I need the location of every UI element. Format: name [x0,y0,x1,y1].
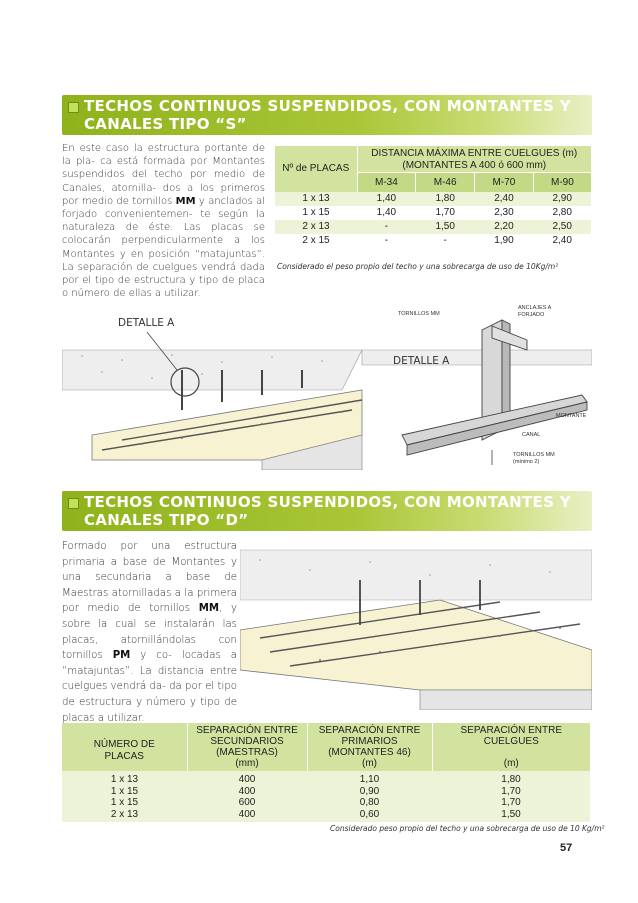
para-text: y co- [130,650,172,662]
subheader-m70: M-70 [475,173,534,192]
table-header-row [62,723,590,771]
para-text: a base de Maestras atornilladas a la [62,572,237,599]
header-secundarios-line2: SECUNDARIOS [210,736,284,747]
col-cuelgues [432,771,590,822]
table-row [275,206,591,220]
para-text: primera por medio de tornillos [62,587,237,615]
para-text: En este caso la estructura portante de la pla- [62,143,265,168]
section1-title-line1: TECHOS CONTINUOS SUSPENDIDOS, CON MONTANTES Y [84,97,571,115]
detalle-a-right-label: DETALLE A [393,355,450,367]
table-cell: 2,40 [494,193,514,204]
table-cell: - [384,221,389,232]
table-cell: 1,90 [494,235,514,246]
table-cell: 1,70 [501,797,521,808]
table2-note: Considerado peso propio del techo y una sobrecarga de uso de 10 Kg/m² [330,824,605,833]
table-cell: 2,20 [494,221,514,232]
table-row [275,220,591,234]
table-cell: 1,80 [435,193,455,204]
header-numero-placas-line2: PLACAS [104,751,144,762]
para-text: a los Montantes y en posición “matajuntas”. [62,235,265,260]
label-tornillos-mm-bottom-line1: TORNILLOS MM [513,452,555,458]
table-cell: 2 x 15 [302,235,330,246]
para-text: por el tipo de estructura y tipo de placa o [62,275,265,300]
table1-note: Considerado el peso propio del techo y una sobrecarga de uso de 10Kg/m² [277,262,559,271]
table-row [275,234,591,248]
group-header [357,146,591,173]
table-cell: 1 x 13 [302,193,330,204]
bullet-square-icon [68,498,79,509]
table-cell: 1,10 [359,774,380,785]
col-header-placas: Nº de PLACAS [275,146,357,192]
header-secundarios-line1: SEPARACIÓN ENTRE [196,725,298,736]
header-primarios-line1: SEPARACIÓN ENTRE [318,725,421,736]
ceiling-d-illustration [240,540,592,710]
para-text: base de Montantes y una secundaria [62,556,237,584]
table-cell: - [443,235,447,246]
para-bold: PM [112,650,131,662]
section1-title-line2: CANALES TIPO “S” [84,115,247,133]
header-secundarios-line3: (MAESTRAS) [216,747,278,758]
label-anclajes-line2: FORJADO [518,312,545,318]
table-cell: 2,50 [552,221,572,232]
col-primarios [307,771,432,822]
header-primarios-line3: (MONTANTES 46) [328,747,411,758]
header-secundarios-line4: (mm) [235,758,259,769]
label-tornillos-mm-bottom-line2: (mínimo 2) [513,459,540,465]
table-cell: 2,80 [552,207,572,218]
table-cell: 2,40 [552,235,572,246]
section2-title [84,493,571,529]
table-cell: 400 [238,808,256,820]
para-bold: MM [198,603,220,615]
section2-title-line2: CANALES TIPO “D” [84,511,249,529]
label-canal: CANAL [522,432,541,438]
para-text: y anclados al forjado convenientemen- [62,195,266,221]
para-text: da por el tipo de estructura y número y [62,681,238,708]
table-cell: 0,60 [359,808,380,820]
cuelgues-table [275,146,591,248]
table-cell: 0,90 [359,785,380,797]
para-text: número de ellas a utilizar. [71,288,201,300]
table-cell: 1,80 [501,774,521,785]
header-secundarios [187,723,307,771]
para-text: te según la naturaleza de éste. [62,209,265,234]
para-text: La distancia entre cuelgues vendrá da- [62,665,237,693]
section1-title-banner [62,95,592,135]
para-text: La separación de cuelgues vendrá dada [62,261,265,273]
header-cuelgues [432,723,590,771]
table-cell: 1 x 15 [110,785,139,797]
table-cell: 1,70 [435,207,455,218]
table-cell: 2,90 [552,193,572,204]
table-cell: 2 x 13 [110,808,139,820]
table-cell: 600 [238,797,256,808]
label-tornillos-mm-top: TORNILLOS MM [398,311,440,317]
para-text: tipo de placas a utilizar. [62,696,238,724]
bullet-square-icon [68,102,79,113]
table-row [275,192,591,206]
table-cell: 1,50 [501,808,521,820]
subheader-m46: M-46 [416,173,475,192]
page-number: 57 [560,842,573,854]
header-numero-placas-line1: NÚMERO DE [93,739,155,750]
table-cell: 1 x 15 [110,797,139,808]
separacion-table [62,723,590,822]
section2-title-banner [62,491,592,531]
group-header-line1: DISTANCIA MÁXIMA ENTRE CUELGUES (m) [371,148,578,159]
para-text: sobre la cual se instalarán las placas, [62,618,237,646]
para-text: dos a los primeros por medio de tornillos [62,182,265,207]
subheader-m90: M-90 [533,173,591,192]
header-primarios-line2: PRIMARIOS [341,736,398,747]
para-text: atornillándolas con tornillos [62,634,237,662]
table-cell: 400 [238,785,256,797]
para-text: Las placas se colocarán perpendicularmente [62,222,265,247]
para-bold: MM [175,195,196,207]
para-text: Formado por una estructura primaria a [62,541,237,568]
table-cell: 1 x 15 [302,207,330,218]
table-cell: 400 [238,774,256,785]
table-cell: 1 x 13 [110,774,139,785]
header-cuelgues-line2: CUELGUES [483,736,539,747]
col-placas [62,771,187,822]
table-cell: 2,30 [494,207,514,218]
section2-paragraph [62,539,237,726]
header-cuelgues-line1: SEPARACIÓN ENTRE [460,725,562,736]
group-header-line2: (MONTANTES A 400 ó 600 mm) [402,160,547,171]
label-anclajes [518,305,551,319]
col-secundarios [187,771,307,822]
table-body [62,771,590,822]
section1-paragraph [62,142,265,300]
label-montante: MONTANTE [556,413,587,419]
table-cell: 2 x 13 [302,221,330,232]
para-text: del techo por medio de Canales, atornilla- [62,169,265,194]
header-cuelgues-line4: (m) [503,758,519,769]
header-cuelgues-spacer [433,747,591,758]
subheader-m34: M-34 [357,173,416,192]
label-anclajes-line1: ANCLAJES A [518,305,552,311]
table-cell: 0,80 [359,797,380,808]
para-text: ca está formada por Montantes suspendidos [62,156,265,181]
table-cell: 1,50 [435,221,455,232]
header-numero-placas [62,723,187,771]
table-cell: 1,40 [376,193,397,204]
para-text: locadas a “matajuntas”. [62,650,237,677]
section1-title [84,97,571,133]
header-primarios-line4: (m) [362,758,377,769]
table-cell: - [384,235,389,246]
detalle-a-left-label: DETALLE A [118,317,175,329]
table-cell: 1,70 [501,785,521,797]
header-primarios [307,723,432,771]
label-tornillos-mm-bottom [513,452,555,466]
table-cell: 1,40 [376,207,397,218]
para-text: , y [219,603,237,615]
section2-title-line1: TECHOS CONTINUOS SUSPENDIDOS, CON MONTANTES Y [84,493,571,511]
